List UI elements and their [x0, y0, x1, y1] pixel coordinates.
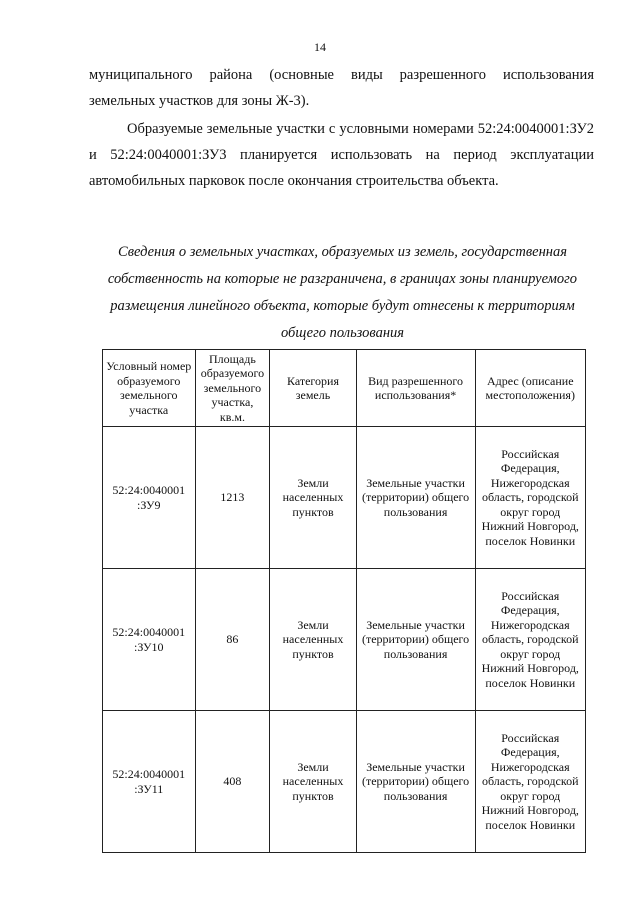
table-caption: Сведения о земельных участках, образуемых из земель, государственная собственность на которые не разграничена, в границах зоны планируемого размещения линейного объекта, которые будут отнесены к территориям общего пользования [107, 244, 578, 341]
cell-parcel-number: 52:24:0040001 :ЗУ11 [103, 711, 196, 853]
cell-permitted-use: Земельные участки (территории) общего пользования [356, 427, 475, 569]
table-row [103, 427, 586, 569]
paragraph-zone-reference: муниципального района (основные виды разрешенного использования земельных участков для зоны Ж-3). [89, 67, 594, 109]
header-area: Площадь образуемого земельного участка, кв.м. [195, 350, 270, 427]
cell-area: 86 [195, 569, 270, 711]
header-land-category: Категория земель [270, 350, 356, 427]
table-header-row [103, 350, 586, 427]
cell-parcel-number: 52:24:0040001 :ЗУ9 [103, 427, 196, 569]
cell-address: Российская Федерация, Нижегородская область, городской округ город Нижний Новгород, поселок Новинки [475, 569, 586, 711]
header-parcel-number: Условный номер образуемого земельного участка [103, 350, 196, 427]
page-number: 14 [314, 40, 326, 54]
cell-permitted-use: Земельные участки (территории) общего пользования [356, 711, 475, 853]
header-address: Адрес (описание местоположения) [475, 350, 586, 427]
table-row [103, 711, 586, 853]
paragraph-parking-use: Образуемые земельные участки с условными номерами 52:24:0040001:ЗУ2 и 52:24:0040001:ЗУ3 планируется использовать на период эксплуатации автомобильных парковок после окончания строительства объекта. [89, 121, 594, 189]
table-row [103, 569, 586, 711]
land-parcels-table [102, 349, 586, 853]
cell-parcel-number: 52:24:0040001 :ЗУ10 [103, 569, 196, 711]
cell-area: 1213 [195, 427, 270, 569]
cell-address: Российская Федерация, Нижегородская область, городской округ город Нижний Новгород, поселок Новинки [475, 427, 586, 569]
cell-land-category: Земли населенных пунктов [270, 569, 356, 711]
cell-land-category: Земли населенных пунктов [270, 427, 356, 569]
cell-land-category: Земли населенных пунктов [270, 711, 356, 853]
cell-area: 408 [195, 711, 270, 853]
cell-address: Российская Федерация, Нижегородская область, городской округ город Нижний Новгород, поселок Новинки [475, 711, 586, 853]
header-permitted-use: Вид разрешенного использования* [356, 350, 475, 427]
cell-permitted-use: Земельные участки (территории) общего пользования [356, 569, 475, 711]
